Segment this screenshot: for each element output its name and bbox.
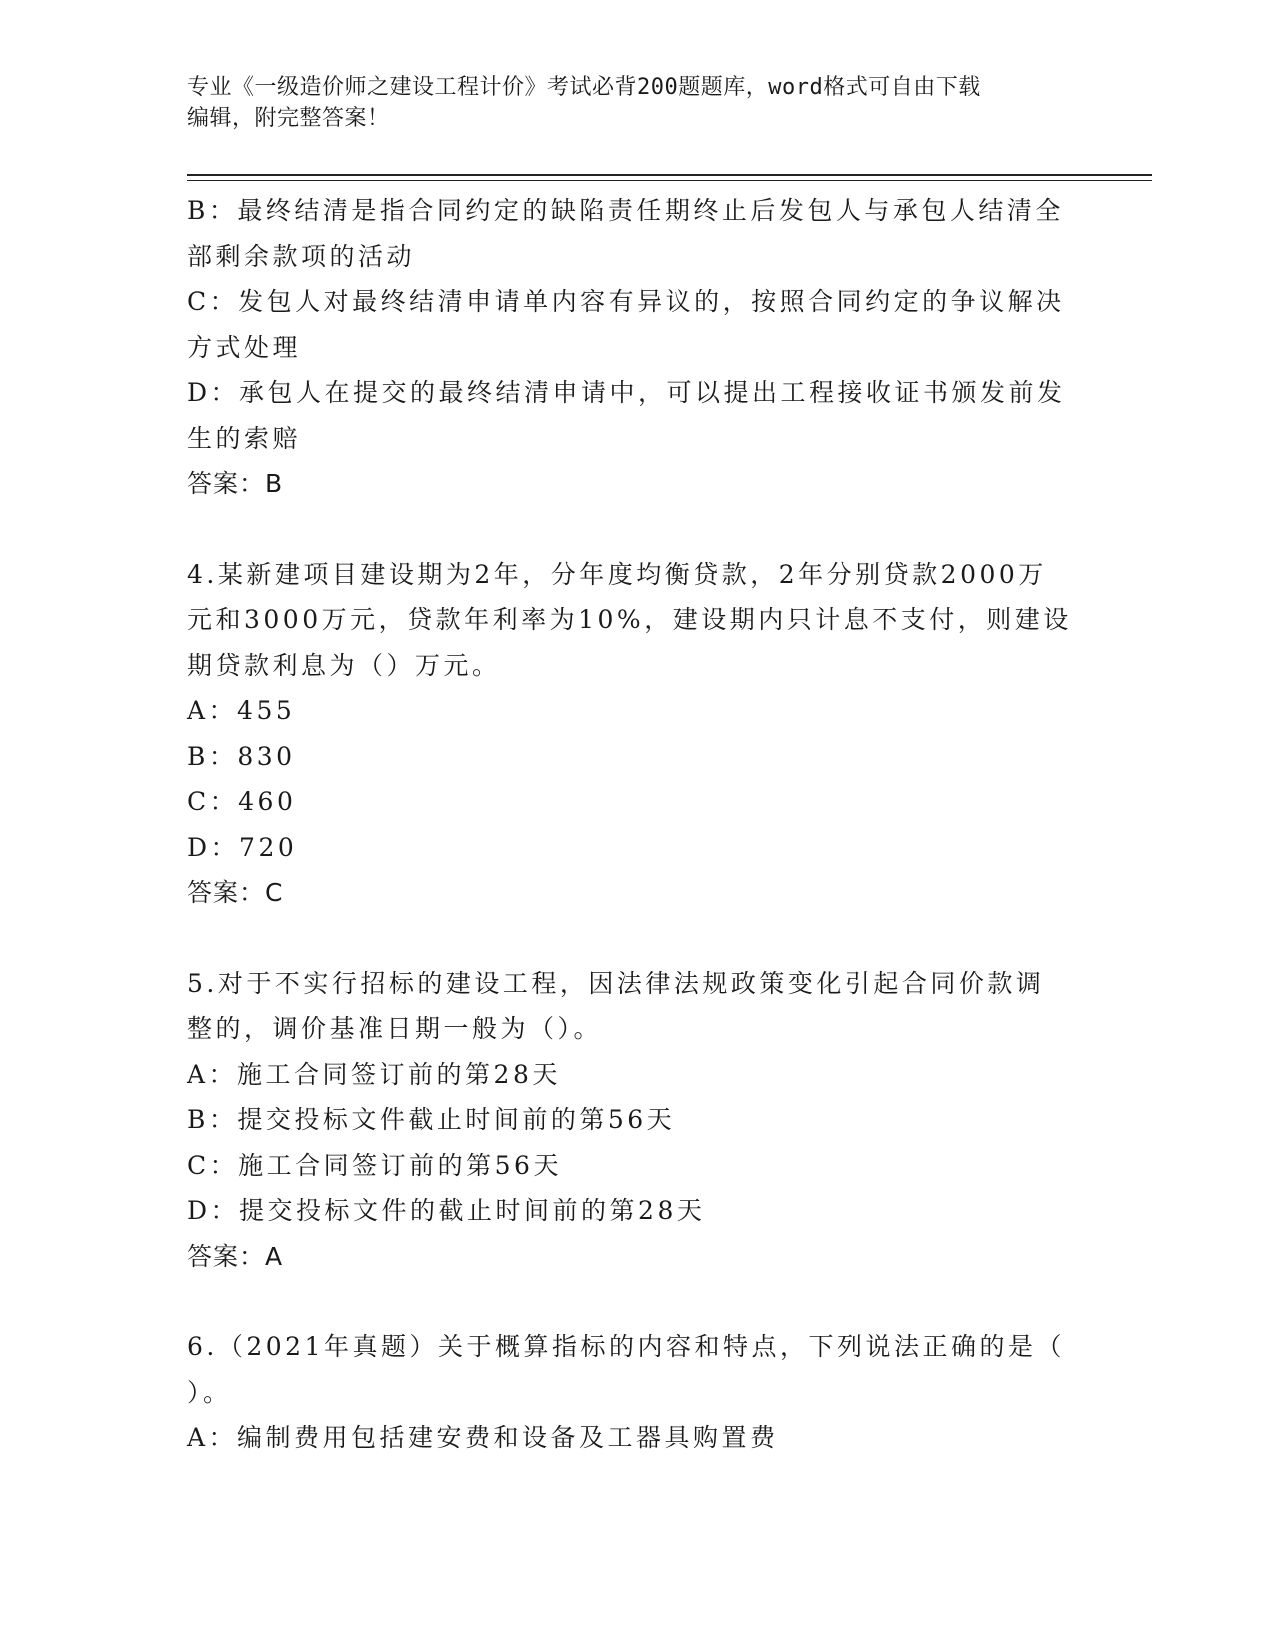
q4-option-c: C：460 xyxy=(187,787,297,816)
q5-option-d: D：提交投标文件的截止时间前的第28天 xyxy=(187,1196,706,1225)
q4-stem-line-1: 4.某新建项目建设期为2年，分年度均衡贷款，2年分别贷款2000万 xyxy=(187,559,1047,589)
page-header xyxy=(187,72,1067,134)
q5-answer: 答案：A xyxy=(187,1241,284,1271)
spacer xyxy=(187,1279,1067,1324)
header-rule-thin xyxy=(187,180,1152,181)
document-body xyxy=(187,188,1072,1461)
q4-option-d: D：720 xyxy=(187,832,298,862)
q5-stem-line-1: 5.对于不实行招标的建设工程，因法律法规政策变化引起合同价款调 xyxy=(187,968,1045,998)
q5-option-a: A：施工合同签订前的第28天 xyxy=(187,1059,561,1089)
q4-option-a: A：455 xyxy=(187,696,296,725)
q3-option-b-line-1: B：最终结清是指合同约定的缺陷责任期终止后发包人与承包人结清全 xyxy=(187,196,1064,225)
q3-option-d-line-2: 生的索赔 xyxy=(187,423,302,453)
q4-option-b: B：830 xyxy=(187,741,296,771)
header-line-2: 编辑，附完整答案！ xyxy=(187,106,390,131)
q4-stem-line-3: 期贷款利息为（）万元。 xyxy=(187,650,501,680)
header-rule-thick xyxy=(187,174,1152,176)
q4-stem-line-2: 元和3000万元，贷款年利率为10%，建设期内只计息不支付，则建设 xyxy=(187,605,1072,634)
q3-option-c-line-2: 方式处理 xyxy=(187,332,302,362)
question-4 xyxy=(187,552,1072,916)
q5-option-c: C：施工合同签订前的第56天 xyxy=(187,1150,562,1180)
q4-answer: 答案：C xyxy=(187,878,284,907)
q6-stem-line-1: 6.（2021年真题）关于概算指标的内容和特点，下列说法正确的是（ xyxy=(187,1332,1065,1361)
q5-option-b: B：提交投标文件截止时间前的第56天 xyxy=(187,1105,676,1134)
q3-option-b-line-2: 部剩余款项的活动 xyxy=(187,241,416,271)
question-3 xyxy=(187,188,1067,507)
q6-option-a: A：编制费用包括建安费和设备及工器具购置费 xyxy=(187,1423,779,1452)
q5-stem-line-2: 整的，调价基准日期一般为（）。 xyxy=(187,1014,603,1043)
question-5 xyxy=(187,961,1067,1280)
q3-answer: 答案：B xyxy=(187,469,284,498)
header-line-1: 专业《一级造价师之建设工程计价》考试必背200题题库，word格式可自由下载 xyxy=(187,75,981,100)
question-6 xyxy=(187,1324,1067,1461)
spacer xyxy=(187,916,1067,961)
q3-option-d-line-1: D：承包人在提交的最终结清申请中，可以提出工程接收证书颁发前发 xyxy=(187,378,1066,407)
q6-stem-line-2: ）。 xyxy=(187,1377,232,1407)
spacer xyxy=(187,507,1067,552)
q3-option-c-line-1: C：发包人对最终结清申请单内容有异议的，按照合同约定的争议解决 xyxy=(187,287,1065,316)
